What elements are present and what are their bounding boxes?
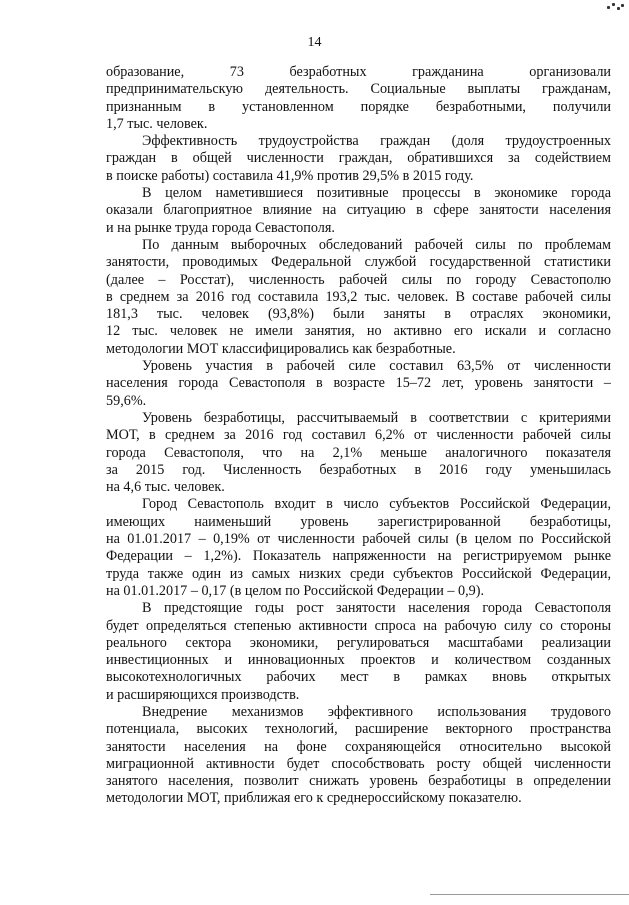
text-line: инвестиционных и инновационных проектов и количеством созданных bbox=[106, 652, 611, 669]
text-line: Уровень участия в рабочей силе составил 63,5% от численности bbox=[142, 358, 611, 375]
text-line: 59,6%. bbox=[106, 392, 147, 409]
text-line: Уровень безработицы, рассчитываемый в соответствии с критериями bbox=[142, 409, 611, 426]
text-line: занятого населения, позволит снижать уровень безработицы в определении bbox=[106, 773, 611, 790]
text-line: методологии МОТ, приближая его к среднероссийскому показателю. bbox=[106, 790, 522, 807]
body-text bbox=[106, 64, 611, 808]
scan-edge-line bbox=[430, 894, 629, 895]
text-line: оказали благоприятное влияние на ситуацию в сфере занятости населения bbox=[106, 202, 611, 219]
text-line: и на рынке труда города Севастополя. bbox=[106, 219, 335, 236]
text-line: высокотехнологичных рабочих мест в рамках вновь открытых bbox=[106, 669, 611, 686]
text-line: В целом наметившиеся позитивные процессы в экономике города bbox=[142, 185, 611, 202]
text-line: занятости, проводимых Федеральной службой государственной статистики bbox=[106, 254, 611, 271]
text-line: потенциала, высоких технологий, расширение векторного пространства bbox=[106, 721, 611, 738]
text-line: 12 тыс. человек не имели занятия, но активно его искали и согласно bbox=[106, 323, 611, 340]
text-line: Город Севастополь входит в число субъектов Российской Федерации, bbox=[142, 496, 611, 513]
text-line: граждан в общей численности граждан, обратившихся за содействием bbox=[106, 150, 611, 167]
text-line: на 4,6 тыс. человек. bbox=[106, 479, 225, 496]
text-line: за 2015 год. Численность безработных в 2016 году уменьшилась bbox=[106, 461, 611, 478]
text-line: Эффективность трудоустройства граждан (доля трудоустроенных bbox=[142, 133, 611, 150]
text-line: будет определяться степенью активности спроса на рабочую силу со стороны bbox=[106, 617, 611, 634]
text-line: в среднем за 2016 год составила 193,2 тыс. человек. В составе рабочей силы bbox=[106, 288, 611, 305]
text-line: труда также один из самых низких среди субъектов Российской Федерации, bbox=[106, 565, 611, 582]
text-line: В предстоящие годы рост занятости населения города Севастополя bbox=[142, 600, 611, 617]
scan-corner-mark bbox=[607, 2, 625, 14]
text-line: на 01.01.2017 – 0,17 (в целом по Российской Федерации – 0,9). bbox=[106, 582, 485, 599]
text-line: предпринимательскую деятельность. Социальные выплаты гражданам, bbox=[106, 81, 611, 98]
text-line: имеющих наименьший уровень зарегистрированной безработицы, bbox=[106, 513, 611, 530]
text-line: МОТ, в среднем за 2016 год составил 6,2% от численности рабочей силы bbox=[106, 427, 611, 444]
page-number: 14 bbox=[307, 35, 322, 50]
text-line: По данным выборочных обследований рабочей силы по проблемам bbox=[142, 236, 611, 253]
text-line: и расширяющихся производств. bbox=[106, 686, 300, 703]
text-line: миграционной активности будет способствовать росту общей численности bbox=[106, 755, 611, 772]
text-line: (далее – Росстат), численность рабочей силы по городу Севастополю bbox=[106, 271, 611, 288]
text-line: 181,3 тыс. человек (93,8%) были заняты в отраслях экономики, bbox=[106, 306, 611, 323]
text-line: реального сектора экономики, регулироваться масштабами реализации bbox=[106, 634, 611, 651]
text-line: признанным в установленном порядке безработными, получили bbox=[106, 98, 611, 115]
text-line: в поиске работы) составила 41,9% против 29,5% в 2015 году. bbox=[106, 167, 474, 184]
text-line: города Севастополя, что на 2,1% меньше аналогичного показателя bbox=[106, 444, 611, 461]
text-line: занятости населения на фоне сохраняющейся относительно высокой bbox=[106, 738, 611, 755]
text-line: Федерации – 1,2%). Показатель напряженности на регистрируемом рынке bbox=[106, 548, 611, 565]
text-line: образование, 73 безработных гражданина организовали bbox=[106, 64, 611, 80]
text-line: методологии МОТ классифицировались как безработные. bbox=[106, 340, 456, 357]
text-line: на 01.01.2017 – 0,19% от численности рабочей силы (в целом по Российской bbox=[106, 531, 611, 548]
text-line: 1,7 тыс. человек. bbox=[106, 115, 208, 132]
text-line: Внедрение механизмов эффективного использования трудового bbox=[142, 703, 611, 720]
text-line: населения города Севастополя в возрасте 15–72 лет, уровень занятости – bbox=[106, 375, 611, 392]
